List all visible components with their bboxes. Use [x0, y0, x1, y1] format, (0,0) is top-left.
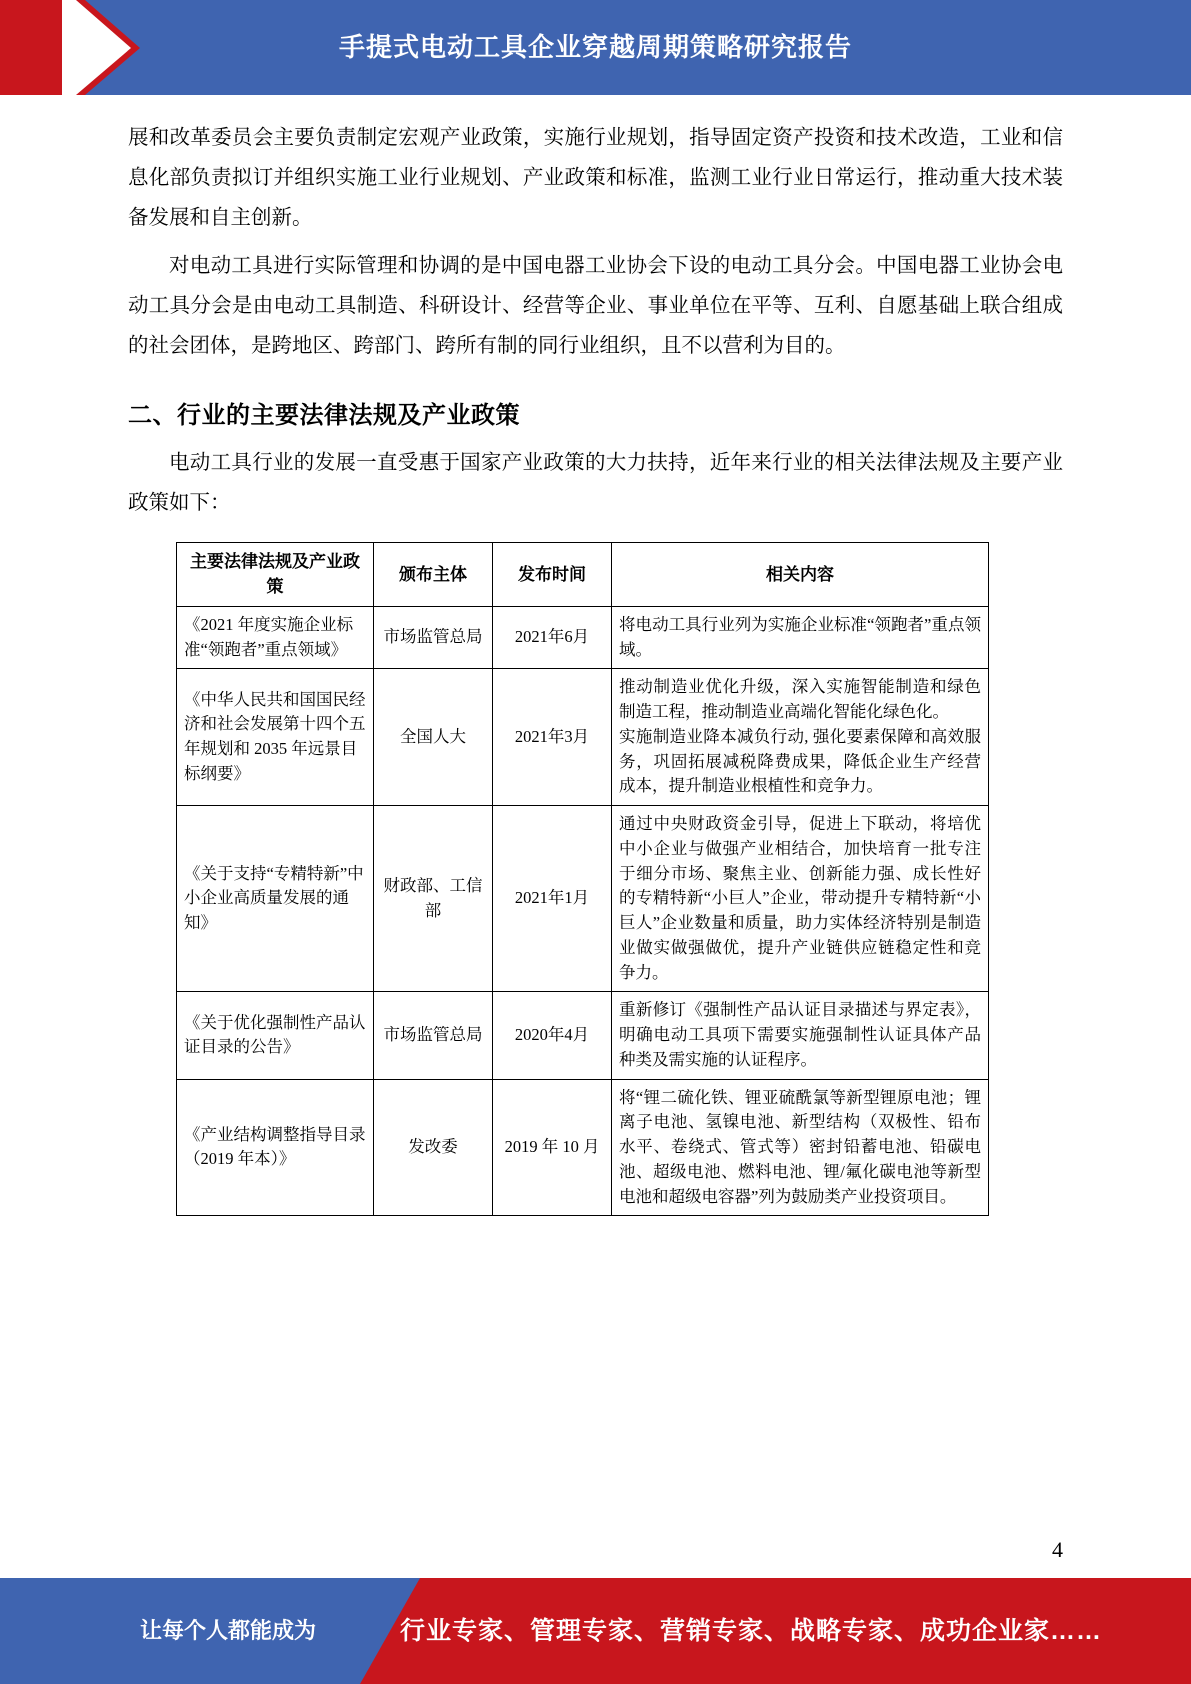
section-intro: 电动工具行业的发展一直受惠于国家产业政策的大力扶持，近年来行业的相关法律法规及主要产业政策如下：: [128, 451, 1063, 514]
page-body: [0, 95, 1191, 1216]
content-line: 将“锂二硫化铁、锂亚硫酰氯等新型锂原电池；锂离子电池、氢镍电池、新型结构（双极性、铅布水平、卷绕式、管式等）密封铅蓄电池、铅碳电池、超级电池、燃料电池、锂/氟化碳电池等新型电池和超级电容器”列为鼓励类产业投资项目。: [619, 1087, 981, 1206]
cell-issuer: 全国人大: [374, 669, 493, 806]
footer-slogan-right: 行业专家、管理专家、营销专家、战略专家、成功企业家……: [400, 1617, 1103, 1645]
cell-content: [612, 606, 989, 669]
footer-slogan-left: 让每个人都能成为: [140, 1618, 317, 1643]
table-row: [177, 806, 989, 992]
col-header-issuer: 颁布主体: [374, 542, 493, 606]
cell-issuer: 发改委: [374, 1079, 493, 1216]
report-title: 手提式电动工具企业穿越周期策略研究报告: [338, 32, 852, 62]
col-header-policy: 主要法律法规及产业政策: [177, 542, 374, 606]
table-row: [177, 992, 989, 1079]
cell-content: [612, 669, 989, 806]
table-header-row: [177, 542, 989, 606]
cell-content: [612, 806, 989, 992]
policy-table-body: [177, 606, 989, 1216]
page-number: 4: [1052, 1537, 1063, 1562]
cell-issuer: 市场监管总局: [374, 992, 493, 1079]
cell-policy: 《2021 年度实施企业标准“领跑者”重点领域》: [177, 606, 374, 669]
section-heading: 二、行业的主要法律法规及产业政策: [128, 401, 520, 429]
policy-table-head: [177, 542, 989, 606]
cell-date: 2019 年 10 月: [493, 1079, 612, 1216]
policy-table: [176, 542, 989, 1217]
paragraph-2: 对电动工具进行实际管理和协调的是中国电器工业协会下设的电动工具分会。中国电器工业协会电动工具分会是由电动工具制造、科研设计、经营等企业、事业单位在平等、互利、自愿基础上联合组成的社会团体，是跨地区、跨部门、跨所有制的同行业组织，且不以营利为目的。: [128, 254, 1063, 357]
col-header-content: 相关内容: [612, 542, 989, 606]
cell-issuer: 财政部、工信部: [374, 806, 493, 992]
page-header: [0, 0, 1191, 95]
table-row: [177, 606, 989, 669]
paragraph-1: 展和改革委员会主要负责制定宏观产业政策，实施行业规划，指导固定资产投资和技术改造，工业和信息化部负责拟订并组织实施工业行业规划、产业政策和标准，监测工业行业日常运行，推动重大技术装备发展和自主创新。: [128, 127, 1063, 229]
policy-table-wrapper: [176, 542, 1063, 1217]
cell-date: 2021年3月: [493, 669, 612, 806]
cell-content: [612, 992, 989, 1079]
col-header-date: 发布时间: [493, 542, 612, 606]
cell-policy: 《关于优化强制性产品认证目录的公告》: [177, 992, 374, 1079]
cell-policy: 《产业结构调整指导目录（2019 年本）》: [177, 1079, 374, 1216]
content-line: 将电动工具行业列为实施企业标准“领跑者”重点领域。: [619, 614, 981, 659]
cell-policy: 《关于支持“专精特新”中小企业高质量发展的通知》: [177, 806, 374, 992]
cell-issuer: 市场监管总局: [374, 606, 493, 669]
content-line: 通过中央财政资金引导，促进上下联动，将培优中小企业与做强产业相结合，加快培育一批专注于细分市场、聚焦主业、创新能力强、成长性好的专精特新“小巨人”企业，带动提升专精特新“小巨人”企业数量和质量，助力实体经济特别是制造业做实做强做优，提升产业链供应链稳定性和竞争力。: [619, 814, 981, 982]
content-line: 推动制造业优化升级，深入实施智能制造和绿色制造工程，推动制造业高端化智能化绿色化。: [619, 677, 981, 721]
table-row: [177, 669, 989, 806]
cell-date: 2021年1月: [493, 806, 612, 992]
table-row: [177, 1079, 989, 1216]
cell-content: [612, 1079, 989, 1216]
content-line: 重新修订《强制性产品认证目录描述与界定表》，明确电动工具项下需要实施强制性认证具体产品种类及需实施的认证程序。: [619, 1000, 981, 1069]
content-line: 实施制造业降本减负行动, 强化要素保障和高效服务，巩固拓展减税降费成果，降低企业生产经营成本，提升制造业根植性和竞争力。: [619, 726, 981, 796]
cell-policy: 《中华人民共和国国民经济和社会发展第十四个五年规划和 2035 年远景目标纲要》: [177, 669, 374, 806]
cell-date: 2020年4月: [493, 992, 612, 1079]
page-footer: [0, 1578, 1191, 1684]
cell-date: 2021年6月: [493, 606, 612, 669]
content-column: [128, 119, 1063, 1216]
